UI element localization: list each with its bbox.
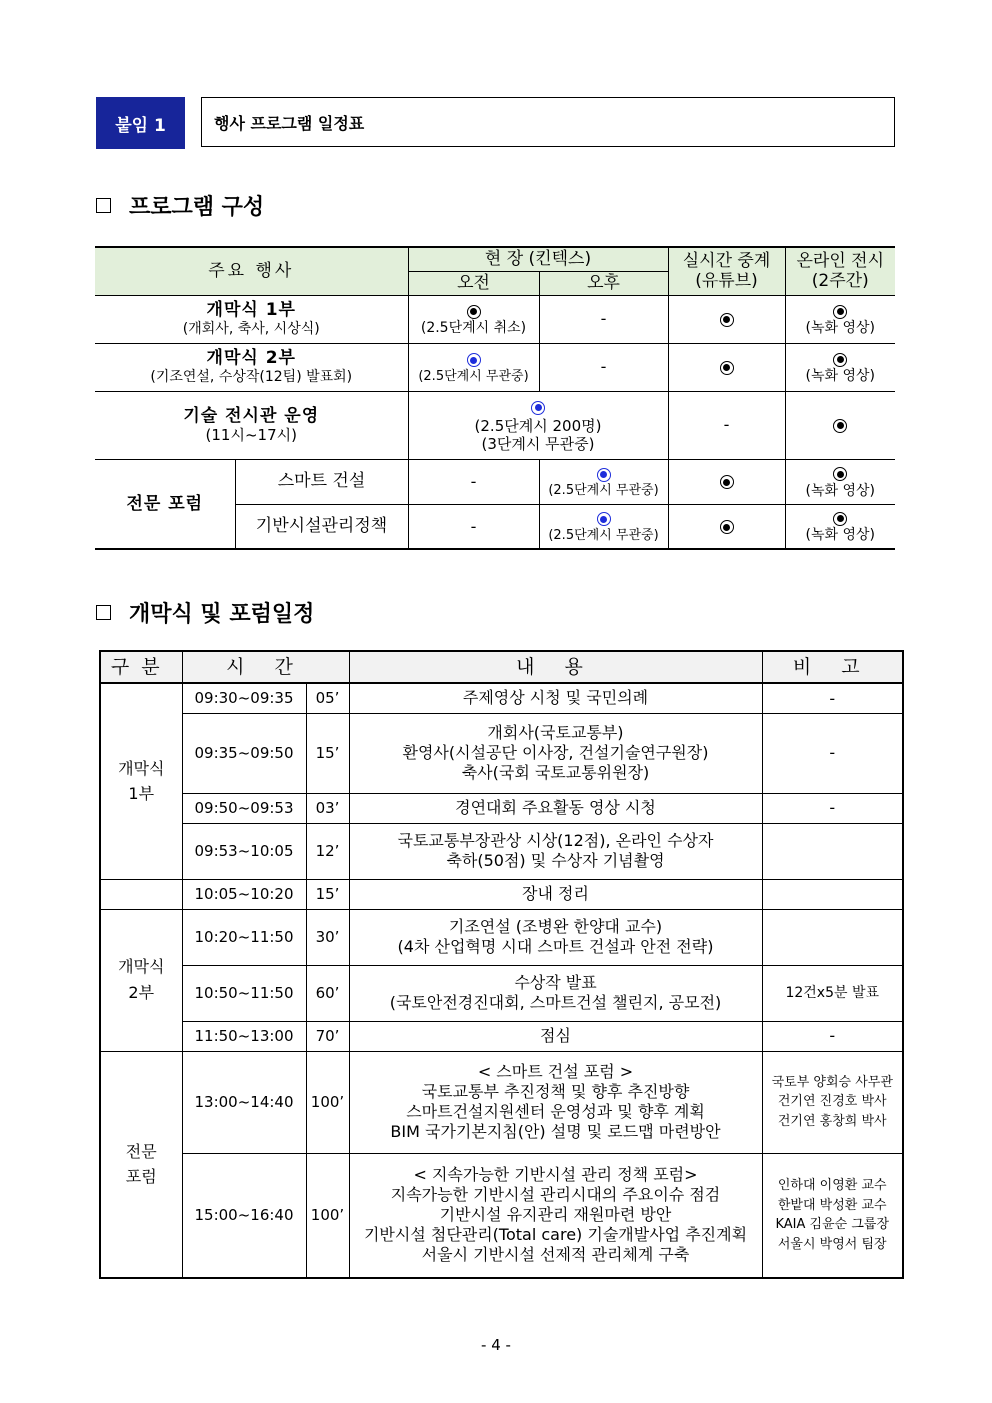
group-label: 포럼 bbox=[125, 1167, 157, 1187]
note-cell: - bbox=[762, 683, 903, 713]
section-schedule bbox=[96, 597, 314, 628]
forum-group: 전문 포럼 bbox=[95, 459, 235, 549]
content-line: 축하(50점) 및 수상자 기념촬영 bbox=[446, 851, 665, 870]
duration-cell: 12’ bbox=[306, 823, 349, 879]
attachment-tag-label: 붙임 1 bbox=[115, 115, 166, 136]
content-cell bbox=[349, 683, 762, 713]
note-line: 한밭대 박성환 교수 bbox=[777, 1197, 887, 1213]
duration-cell: 05’ bbox=[306, 683, 349, 713]
note-line: 건기연 진경호 박사 bbox=[777, 1094, 887, 1110]
content-line: 점심 bbox=[540, 1026, 571, 1045]
col-category: 구분 bbox=[100, 651, 182, 683]
group-label: 1부 bbox=[128, 784, 155, 804]
radio-filled-blue-icon bbox=[597, 512, 611, 526]
content-cell bbox=[349, 823, 762, 879]
radio-filled-blue-icon bbox=[467, 353, 481, 367]
time-cell: 11:50~13:00 bbox=[182, 1021, 306, 1051]
content-cell bbox=[349, 1153, 762, 1278]
table-row bbox=[100, 965, 903, 1021]
doc-title-label: 행사 프로그램 일정표 bbox=[214, 113, 365, 133]
time-cell: 09:53~10:05 bbox=[182, 823, 306, 879]
note-line: 인하대 이영환 교수 bbox=[777, 1178, 887, 1194]
content-line: BIM 국가기본지침(안) 설명 및 로드맵 마련방안 bbox=[390, 1122, 721, 1141]
group-label: 개막식 bbox=[118, 758, 165, 778]
content-line: (4차 산업혁명 시대 스마트 건설과 안전 전략) bbox=[397, 937, 714, 956]
col-content: 내 용 bbox=[349, 651, 762, 683]
content-cell bbox=[349, 793, 762, 823]
schedule-table bbox=[99, 650, 904, 1279]
note-cell: - bbox=[762, 1021, 903, 1051]
content-line: 장내 정리 bbox=[522, 884, 589, 903]
group-label: 2부 bbox=[128, 983, 155, 1002]
content-cell bbox=[349, 1051, 762, 1153]
table-row bbox=[100, 909, 903, 965]
table-row bbox=[100, 683, 903, 713]
table-row: 개막식 1부 (개회사, 축사, 시상식) (2.5단계시 취소) - (녹화 영상) bbox=[95, 295, 895, 343]
doc-title bbox=[201, 97, 895, 147]
content-line: 기반시설 첨단관리(Total care) 기술개발사업 추진계획 bbox=[363, 1225, 748, 1245]
table-row bbox=[100, 713, 903, 793]
section-program bbox=[96, 190, 264, 221]
time-cell: 15:00~16:40 bbox=[182, 1153, 306, 1278]
col-afternoon: 오후 bbox=[539, 271, 668, 295]
radio-filled-blue-icon bbox=[531, 401, 545, 415]
col-time: 시 간 bbox=[182, 651, 349, 683]
content-line: < 지속가능한 기반시설 관리 정책 포럼> bbox=[413, 1165, 698, 1185]
page-number: - 4 - bbox=[481, 1336, 511, 1354]
content-line: 국토교통부 추진정책 및 향후 추진방향 bbox=[421, 1082, 690, 1101]
note-line: 건기연 홍창희 박사 bbox=[777, 1113, 887, 1129]
radio-filled-icon bbox=[833, 467, 847, 481]
content-line: 수상작 발표 bbox=[514, 973, 597, 992]
col-note: 비 고 bbox=[762, 651, 903, 683]
content-cell bbox=[349, 909, 762, 965]
content-line: 개회사(국토교통부) bbox=[487, 723, 624, 742]
time-cell: 10:50~11:50 bbox=[182, 965, 306, 1021]
radio-filled-icon bbox=[833, 512, 847, 526]
note-cell: - bbox=[762, 793, 903, 823]
content-line: 스마트건설지원센터 운영성과 및 향후 계획 bbox=[406, 1102, 705, 1121]
checkbox-square-icon bbox=[96, 605, 111, 620]
duration-cell: 30’ bbox=[306, 909, 349, 965]
content-cell bbox=[349, 879, 762, 909]
col-morning: 오전 bbox=[408, 271, 539, 295]
radio-filled-icon bbox=[720, 475, 734, 489]
note-line: 국토부 양회승 사무관 bbox=[771, 1074, 893, 1090]
table-row bbox=[100, 1153, 903, 1278]
note-cell: 12건x5분 발표 bbox=[762, 965, 903, 1021]
duration-cell: 03’ bbox=[306, 793, 349, 823]
duration-cell: 100’ bbox=[306, 1153, 349, 1278]
col-onsite: 현 장 (킨텍스) bbox=[408, 247, 668, 271]
content-line: 환영사(시설공단 이사장, 건설기술연구원장) bbox=[402, 743, 709, 762]
note-cell: - bbox=[762, 713, 903, 793]
duration-cell: 60’ bbox=[306, 965, 349, 1021]
group-cell bbox=[100, 683, 182, 879]
content-line: (국토안전경진대회, 스마트건설 챌린지, 공모전) bbox=[389, 993, 722, 1012]
time-cell: 13:00~14:40 bbox=[182, 1051, 306, 1153]
radio-filled-icon bbox=[720, 361, 734, 375]
col-event: 주요 행사 bbox=[95, 247, 408, 295]
radio-filled-icon bbox=[833, 305, 847, 319]
section-program-title: 프로그램 구성 bbox=[129, 195, 265, 220]
radio-filled-icon bbox=[720, 520, 734, 534]
duration-cell: 100’ bbox=[306, 1051, 349, 1153]
section-schedule-title: 개막식 및 포럼일정 bbox=[129, 602, 315, 627]
radio-filled-icon bbox=[833, 353, 847, 367]
radio-filled-icon bbox=[833, 419, 847, 433]
time-cell: 09:30~09:35 bbox=[182, 683, 306, 713]
note-cell bbox=[762, 879, 903, 909]
table-row: 전문 포럼 스마트 건설 - (2.5단계시 무관중) (녹화 영상) bbox=[95, 459, 895, 504]
content-line: 국토교통부장관상 시상(12점), 온라인 수상자 bbox=[397, 831, 714, 850]
content-line: 경연대회 주요활동 영상 시청 bbox=[455, 798, 656, 817]
note-line: KAIA 김윤순 그룹장 bbox=[775, 1217, 890, 1233]
duration-cell: 15’ bbox=[306, 879, 349, 909]
table-row bbox=[100, 823, 903, 879]
duration-cell: 15’ bbox=[306, 713, 349, 793]
attachment-tag bbox=[96, 97, 185, 149]
program-table bbox=[95, 246, 895, 550]
table-row bbox=[100, 1051, 903, 1153]
group-label: 전문 bbox=[125, 1141, 157, 1161]
note-cell bbox=[762, 1051, 903, 1153]
time-cell: 09:50~09:53 bbox=[182, 793, 306, 823]
group-cell bbox=[100, 909, 182, 1051]
group-cell bbox=[100, 1051, 182, 1278]
content-cell bbox=[349, 965, 762, 1021]
table-row bbox=[100, 1021, 903, 1051]
group-label: 개막식 bbox=[118, 957, 165, 977]
time-cell: 09:35~09:50 bbox=[182, 713, 306, 793]
radio-filled-icon bbox=[720, 313, 734, 327]
content-line: 주제영상 시청 및 국민의례 bbox=[462, 688, 649, 708]
table-row bbox=[100, 793, 903, 823]
checkbox-square-icon bbox=[96, 198, 111, 213]
table-row: 개막식 2부 (기조연설, 수상작(12팀) 발표회) (2.5단계시 무관중) - (녹화 영상) bbox=[95, 343, 895, 391]
table-row: 기술 전시관 운영 (11시~17시) (2.5단계시 200명) (3단계시 무관중) - bbox=[95, 391, 895, 459]
radio-filled-icon bbox=[467, 305, 481, 319]
table-row bbox=[100, 879, 903, 909]
content-line: 기조연설 (조병완 한양대 교수) bbox=[448, 917, 663, 936]
col-online: 온라인 전시 (2주간) bbox=[785, 247, 895, 295]
content-line: 축사(국회 국토교통위원장) bbox=[461, 763, 650, 782]
note-cell bbox=[762, 823, 903, 879]
note-cell bbox=[762, 1153, 903, 1278]
event-cell: 개막식 1부 (개회사, 축사, 시상식) bbox=[95, 295, 408, 343]
content-line: < 스마트 건설 포럼 > bbox=[477, 1062, 634, 1081]
content-line: 기반시설 유지관리 재원마련 방안 bbox=[439, 1205, 672, 1225]
time-cell: 10:05~10:20 bbox=[182, 879, 306, 909]
table-row: 기반시설관리정책 - (2.5단계시 무관중) (녹화 영상) bbox=[95, 504, 895, 549]
radio-filled-blue-icon bbox=[597, 468, 611, 482]
duration-cell: 70’ bbox=[306, 1021, 349, 1051]
content-line: 서울시 기반시설 선제적 관리체계 구축 bbox=[421, 1245, 690, 1265]
time-cell: 10:20~11:50 bbox=[182, 909, 306, 965]
col-live: 실시간 중계 (유튜브) bbox=[668, 247, 785, 295]
note-line: 서울시 박영서 팀장 bbox=[777, 1236, 887, 1252]
content-line: 지속가능한 기반시설 관리시대의 주요이슈 점검 bbox=[390, 1185, 721, 1205]
note-cell bbox=[762, 909, 903, 965]
content-cell bbox=[349, 1021, 762, 1051]
content-cell bbox=[349, 713, 762, 793]
